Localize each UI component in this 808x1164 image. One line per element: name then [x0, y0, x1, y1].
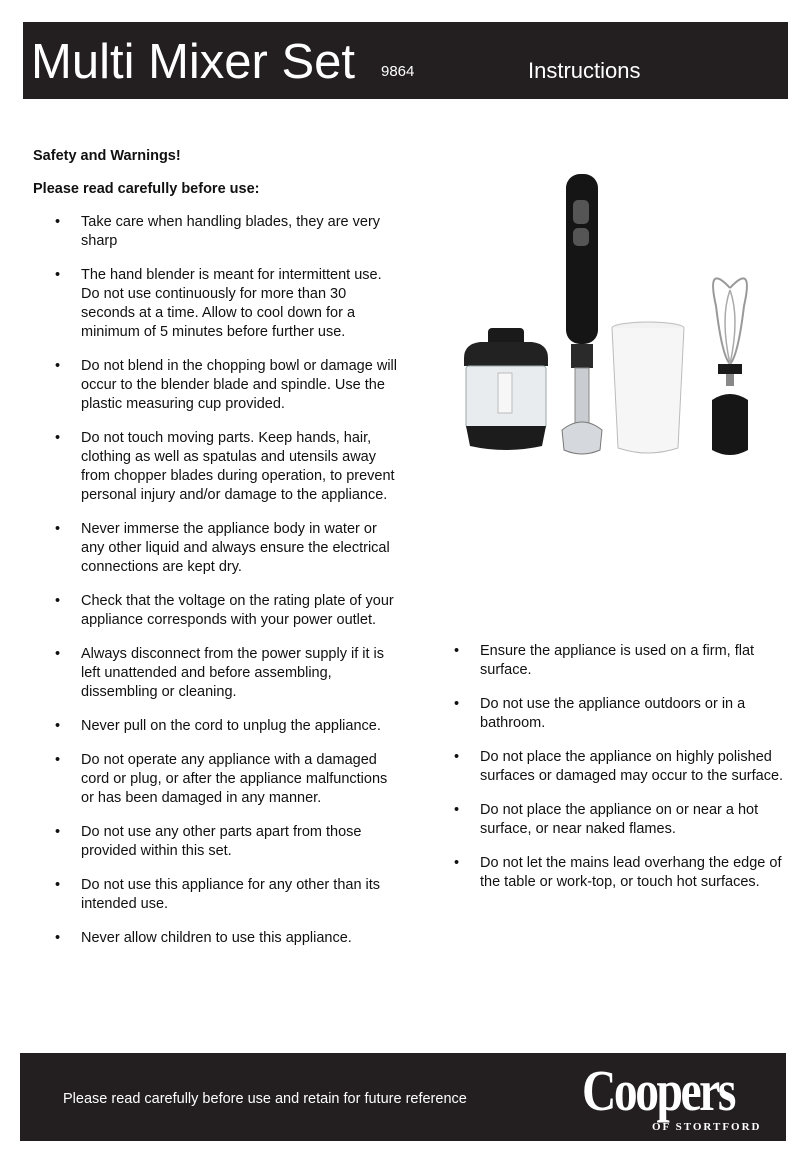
brand-logo [582, 1059, 777, 1137]
whisk-illustration [712, 278, 748, 455]
list-item-text: Do not place the appliance on or near a hot surface, or near naked flames. [480, 802, 759, 837]
list-item: • Do not use the appliance outdoors or in a bathroom. [454, 696, 746, 731]
list-item: • Never immerse the appliance body in water or any other liquid and always ensure the electrical connections are kept dry. [55, 521, 390, 575]
list-item: • Do not touch moving parts. Keep hands, hair, clothing as well as spatulas and utensils away from chopper blades during operation, to prevent personal injury and/or damage to the appliance. [55, 430, 395, 503]
list-item-text: Do not use the appliance outdoors or in a bathroom. [480, 696, 746, 731]
list-item-text: Check that the voltage on the rating plate of your appliance corresponds with your power outlet. [81, 593, 394, 628]
list-item: • Ensure the appliance is used on a firm, flat surface. [454, 643, 755, 678]
list-item-text: Never allow children to use this appliance. [81, 930, 352, 946]
list-item-text: Never immerse the appliance body in water or any other liquid and always ensure the electrical connections are kept dry. [81, 521, 390, 575]
list-item-text: Take care when handling blades, they are very sharp [81, 214, 381, 249]
list-item: • Do not place the appliance on highly polished surfaces or damaged may occur to the surface. [454, 749, 784, 784]
list-item-text: Do not touch moving parts. Keep hands, hair, clothing as well as spatulas and utensils away from chopper blades during operation, to prevent personal injury and/or damage to the appliance. [81, 430, 395, 503]
list-item-text: Do not use this appliance for any other than its intended use. [81, 877, 381, 912]
safety-heading: Safety and Warnings! [33, 148, 181, 164]
safety-subheading: Please read carefully before use: [33, 181, 260, 197]
brand-subtitle: OF STORTFORD [652, 1121, 762, 1133]
list-item-text: Do not use any other parts apart from those provided within this set. [81, 824, 362, 859]
stick-blender-illustration [562, 174, 602, 454]
safety-list-right [432, 642, 792, 907]
section-label: Instructions [528, 58, 641, 83]
list-item: • Never pull on the cord to unplug the appliance. [55, 718, 381, 734]
list-item-text: Do not place the appliance on highly polished surfaces or damaged may occur to the surface. [480, 749, 784, 784]
safety-list-left [33, 213, 403, 963]
list-item: • Do not place the appliance on or near a hot surface, or near naked flames. [454, 802, 759, 837]
chopper-bowl-illustration [464, 328, 548, 450]
list-item-text: Always disconnect from the power supply if it is left unattended and before assembling, dissembling or cleaning. [81, 646, 385, 700]
list-item: • Do not let the mains lead overhang the edge of the table or work-top, or touch hot surfaces. [454, 855, 782, 890]
list-item-text: Ensure the appliance is used on a firm, flat surface. [480, 643, 755, 678]
list-item-text: Never pull on the cord to unplug the appliance. [81, 718, 381, 734]
list-item-text: Do not operate any appliance with a damaged cord or plug, or after the appliance malfunctions or has been damaged in any manner. [81, 752, 388, 806]
list-item: • The hand blender is meant for intermittent use. Do not use continuously for more than 30 seconds at a time. Allow to cool down for a minimum of 5 minutes before further use. [55, 267, 382, 340]
footer-note: Please read carefully before use and retain for future reference [63, 1091, 467, 1107]
product-photo [450, 168, 770, 468]
list-item: • Do not use this appliance for any other than its intended use. [55, 877, 381, 912]
brand-name: Coopers [582, 1058, 734, 1123]
list-item: • Take care when handling blades, they are very sharp [55, 214, 381, 249]
list-item: • Check that the voltage on the rating plate of your appliance corresponds with your power outlet. [55, 593, 394, 628]
list-item: • Do not blend in the chopping bowl or damage will occur to the blender blade and spindle. Use the plastic measuring cup provided. [55, 358, 397, 412]
list-item-text: The hand blender is meant for intermittent use. Do not use continuously for more than 30 seconds at a time. Allow to cool down for a minimum of 5 minutes before further use. [81, 267, 382, 340]
product-title: Multi Mixer Set [31, 35, 356, 89]
model-number: 9864 [381, 63, 415, 80]
list-item: • Never allow children to use this appliance. [55, 930, 352, 946]
list-item: • Do not use any other parts apart from those provided within this set. [55, 824, 362, 859]
list-item-text: Do not let the mains lead overhang the edge of the table or work-top, or touch hot surfaces. [480, 855, 782, 890]
header-banner [23, 22, 788, 99]
measuring-cup-illustration [612, 322, 684, 453]
list-item: • Always disconnect from the power supply if it is left unattended and before assembling, dissembling or cleaning. [55, 646, 385, 700]
list-item-text: Do not blend in the chopping bowl or damage will occur to the blender blade and spindle. Use the plastic measuring cup provided. [81, 358, 397, 412]
footer-banner [20, 1053, 786, 1141]
list-item: • Do not operate any appliance with a damaged cord or plug, or after the appliance malfunctions or has been damaged in any manner. [55, 752, 388, 806]
